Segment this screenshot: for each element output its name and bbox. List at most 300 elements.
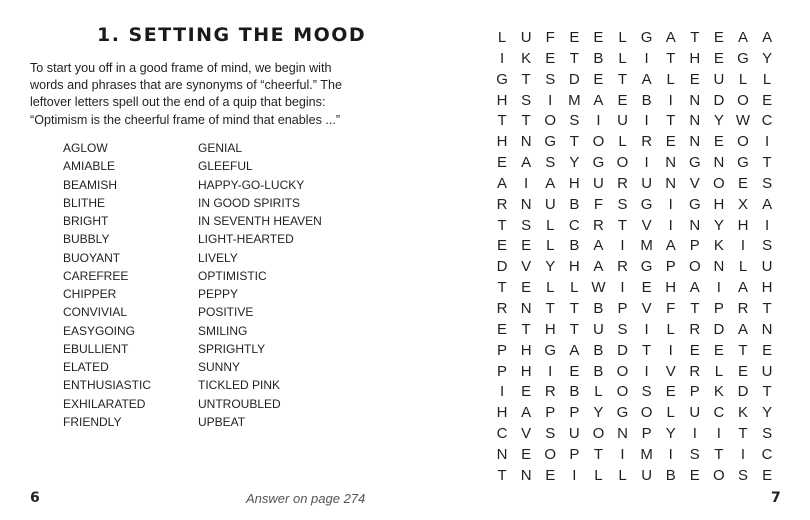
grid-letter: I xyxy=(499,383,505,401)
grid-letter: A xyxy=(593,237,604,255)
grid-letter: H xyxy=(689,49,701,67)
grid-letter: T xyxy=(569,320,579,338)
grid-letter: N xyxy=(761,320,773,338)
grid-letter: E xyxy=(521,445,532,463)
grid-letter: V xyxy=(641,216,652,234)
grid-letter: A xyxy=(665,237,676,255)
word-list-item: BUOYANT xyxy=(63,250,121,265)
grid-letter: I xyxy=(644,49,649,67)
grid-letter: G xyxy=(640,195,653,213)
grid-letter: O xyxy=(544,112,557,130)
grid-letter: G xyxy=(544,133,557,151)
grid-letter: T xyxy=(690,299,700,317)
grid-letter: U xyxy=(761,362,773,380)
word-list-item: BRIGHT xyxy=(63,214,109,228)
grid-letter: E xyxy=(569,29,580,46)
grid-letter: T xyxy=(569,133,579,151)
grid-letter: K xyxy=(713,383,724,401)
grid-letter: L xyxy=(666,70,675,88)
grid-letter: L xyxy=(618,29,627,46)
grid-letter: A xyxy=(521,404,532,422)
grid-letter: I xyxy=(620,237,625,255)
grid-letter: U xyxy=(641,174,653,192)
grid-letter: O xyxy=(544,445,557,463)
grid-letter: S xyxy=(617,320,628,338)
grid-letter: H xyxy=(496,133,508,151)
grid-letter: E xyxy=(737,362,748,380)
grid-letter: S xyxy=(521,216,532,234)
grid-letter: P xyxy=(641,425,652,443)
word-list-item: UPBEAT xyxy=(198,414,246,429)
grid-letter: I xyxy=(716,279,721,297)
grid-letter: D xyxy=(713,91,725,109)
grid-letter: E xyxy=(689,341,700,359)
puzzle-instructions: To start you off in a good frame of mind, we begin with words and phrases that are synonyms of “cheerful.” The leftover letters spell out the end of a quip that begins: “Optimism is the cheerful frame of mind that enables ...” xyxy=(30,61,342,127)
grid-letter: O xyxy=(592,425,605,443)
grid-letter: I xyxy=(524,174,529,192)
word-list-item: SPRIGHTLY xyxy=(198,341,266,356)
grid-letter: H xyxy=(568,174,580,192)
grid-letter: I xyxy=(764,216,770,234)
grid-letter: T xyxy=(762,383,772,401)
grid-letter: I xyxy=(620,279,625,297)
word-list-item: UNTROUBLED xyxy=(198,396,281,411)
grid-letter: T xyxy=(690,29,700,46)
grid-letter: D xyxy=(713,320,725,338)
grid-letter: S xyxy=(762,425,773,443)
grid-letter: E xyxy=(521,279,532,297)
grid-letter: T xyxy=(497,466,507,484)
word-list-item: SMILING xyxy=(198,323,248,338)
grid-letter: A xyxy=(689,279,700,297)
grid-letter: E xyxy=(593,29,604,46)
word-list-item: GENIAL xyxy=(198,141,243,155)
grid-letter: I xyxy=(740,445,746,463)
grid-letter: Y xyxy=(665,425,676,443)
grid-letter: D xyxy=(617,341,628,359)
grid-letter: B xyxy=(569,237,580,255)
grid-letter: A xyxy=(737,320,748,338)
grid-letter: R xyxy=(641,133,653,151)
word-list-item: AMIABLE xyxy=(63,159,116,174)
grid-letter: G xyxy=(737,154,749,172)
grid-letter: O xyxy=(616,362,629,380)
grid-letter: B xyxy=(593,299,604,317)
grid-letter: G xyxy=(496,70,508,88)
grid-letter: O xyxy=(592,133,605,151)
grid-letter: M xyxy=(640,445,653,463)
grid-letter: S xyxy=(689,445,700,463)
grid-letter: L xyxy=(666,320,675,338)
grid-letter: S xyxy=(762,237,773,255)
grid-letter: E xyxy=(569,362,580,380)
grid-letter: K xyxy=(737,404,748,422)
grid-letter: L xyxy=(618,49,627,67)
grid-letter: E xyxy=(521,237,532,255)
grid-letter: Y xyxy=(762,404,773,422)
grid-letter: I xyxy=(668,445,673,463)
word-list-item: LIVELY xyxy=(198,250,238,265)
grid-letter: E xyxy=(545,49,556,67)
grid-letter: T xyxy=(714,445,724,463)
grid-letter: U xyxy=(761,258,773,276)
grid-letter: I xyxy=(548,362,553,380)
grid-letter: I xyxy=(644,320,649,338)
grid-letter: N xyxy=(665,154,677,172)
grid-letter: Y xyxy=(713,216,724,234)
grid-letter: B xyxy=(593,362,604,380)
grid-letter: E xyxy=(689,466,700,484)
grid-letter: T xyxy=(666,49,676,67)
grid-letter: A xyxy=(737,29,748,46)
grid-letter: B xyxy=(569,383,580,401)
grid-letter: E xyxy=(737,174,748,192)
grid-letter: N xyxy=(617,425,628,443)
grid-letter: N xyxy=(520,466,532,484)
grid-letter: C xyxy=(496,425,508,443)
grid-letter: P xyxy=(713,299,724,317)
grid-letter: T xyxy=(521,70,531,88)
grid-letter: E xyxy=(545,466,556,484)
grid-letter: N xyxy=(689,91,701,109)
grid-letter: E xyxy=(497,320,508,338)
grid-letter: K xyxy=(713,237,724,255)
word-list-item: SUNNY xyxy=(198,360,241,374)
grid-letter: H xyxy=(568,258,580,276)
grid-letter: T xyxy=(497,112,507,130)
grid-letter: S xyxy=(521,91,532,109)
grid-letter: O xyxy=(616,154,629,172)
grid-letter: L xyxy=(546,279,555,297)
grid-letter: I xyxy=(620,445,625,463)
grid-letter: N xyxy=(520,299,532,317)
grid-letter: T xyxy=(762,299,772,317)
grid-letter: L xyxy=(594,383,603,401)
grid-letter: V xyxy=(521,258,532,276)
answer-reference: Answer on page 274 xyxy=(246,491,366,506)
grid-letter: C xyxy=(713,404,725,422)
grid-letter: I xyxy=(548,91,553,109)
grid-letter: T xyxy=(738,425,748,443)
grid-letter: V xyxy=(689,174,700,192)
grid-letter: T xyxy=(666,112,676,130)
grid-letter: V xyxy=(641,299,652,317)
grid-letter: R xyxy=(544,383,556,401)
grid-letter: P xyxy=(497,341,508,359)
word-list-item: EXHILARATED xyxy=(63,396,146,411)
right-page xyxy=(405,0,810,520)
grid-letter: P xyxy=(617,299,628,317)
grid-letter: Y xyxy=(593,404,604,422)
grid-letter: A xyxy=(762,195,773,213)
grid-letter: N xyxy=(665,174,677,192)
grid-letter: S xyxy=(545,154,556,172)
grid-letter: A xyxy=(593,258,604,276)
grid-letter: W xyxy=(735,112,751,130)
grid-letter: R xyxy=(737,299,749,317)
grid-letter: L xyxy=(714,362,724,380)
page-number-left: 6 xyxy=(30,490,40,506)
grid-letter: T xyxy=(545,299,555,317)
grid-letter: N xyxy=(520,133,532,151)
grid-letter: L xyxy=(618,466,627,484)
grid-letter: N xyxy=(689,133,701,151)
grid-letter: E xyxy=(497,154,508,172)
grid-letter: G xyxy=(592,154,605,172)
grid-letter: P xyxy=(545,404,556,422)
grid-letter: R xyxy=(617,258,628,276)
grid-letter: L xyxy=(618,133,627,151)
grid-letter: O xyxy=(616,383,629,401)
grid-letter: E xyxy=(497,237,508,255)
grid-letter: B xyxy=(665,466,676,484)
grid-letter: H xyxy=(544,320,556,338)
grid-letter: O xyxy=(737,133,749,151)
grid-letter: R xyxy=(593,216,604,234)
word-list-item: HAPPY-GO-LUCKY xyxy=(198,177,305,192)
grid-letter: R xyxy=(496,195,508,213)
grid-letter: I xyxy=(644,362,649,380)
grid-letter: E xyxy=(641,279,652,297)
grid-letter: H xyxy=(520,362,532,380)
grid-letter: V xyxy=(521,425,532,443)
grid-letter: R xyxy=(689,362,701,380)
grid-letter: P xyxy=(569,404,580,422)
grid-letter: E xyxy=(762,91,773,109)
grid-letter: E xyxy=(762,341,773,359)
grid-letter: O xyxy=(737,91,749,109)
grid-letter: N xyxy=(689,216,701,234)
grid-letter: U xyxy=(593,320,604,338)
grid-letter: C xyxy=(761,112,773,130)
grid-letter: L xyxy=(497,29,507,46)
grid-letter: T xyxy=(569,299,579,317)
grid-letter: U xyxy=(593,174,604,192)
grid-letter: M xyxy=(568,91,581,109)
grid-letter: S xyxy=(737,466,748,484)
grid-letter: Y xyxy=(713,112,724,130)
grid-letter: E xyxy=(762,466,773,484)
grid-letter: H xyxy=(761,279,773,297)
word-list-item: POSITIVE xyxy=(198,305,254,320)
grid-letter: F xyxy=(666,299,676,317)
grid-letter: A xyxy=(762,29,773,46)
grid-letter: C xyxy=(761,445,773,463)
word-search-grid xyxy=(490,28,779,487)
word-list-item: BEAMISH xyxy=(63,177,118,192)
grid-letter: L xyxy=(738,70,748,88)
grid-letter: D xyxy=(568,70,580,88)
grid-letter: O xyxy=(713,174,725,192)
grid-letter: N xyxy=(713,258,725,276)
grid-letter: O xyxy=(713,466,725,484)
word-list-item: ELATED xyxy=(63,360,109,374)
grid-letter: B xyxy=(593,341,604,359)
grid-letter: I xyxy=(668,216,673,234)
grid-letter: W xyxy=(591,279,606,297)
grid-letter: B xyxy=(569,195,580,213)
grid-letter: D xyxy=(737,383,749,401)
grid-letter: U xyxy=(689,404,701,422)
grid-letter: U xyxy=(544,195,556,213)
grid-letter: P xyxy=(689,237,700,255)
grid-letter: T xyxy=(521,112,531,130)
grid-letter: B xyxy=(593,49,604,67)
grid-letter: I xyxy=(499,49,505,67)
grid-letter: C xyxy=(568,216,580,234)
grid-letter: O xyxy=(688,258,701,276)
word-list-item: IN SEVENTH HEAVEN xyxy=(198,214,322,228)
word-list-item: AGLOW xyxy=(63,141,108,155)
grid-letter: X xyxy=(737,195,748,213)
grid-letter: E xyxy=(665,383,676,401)
grid-letter: H xyxy=(496,404,508,422)
grid-letter: T xyxy=(762,154,772,172)
word-list-item: CAREFREE xyxy=(63,268,129,283)
grid-letter: G xyxy=(688,154,701,172)
grid-letter: Y xyxy=(762,49,773,67)
grid-letter: E xyxy=(713,133,724,151)
grid-letter: E xyxy=(593,70,604,88)
puzzle-title: 1. SETTING THE MOOD xyxy=(97,24,367,46)
grid-letter: S xyxy=(617,195,628,213)
grid-letter: P xyxy=(665,258,676,276)
grid-letter: U xyxy=(568,425,580,443)
word-list-item: CHIPPER xyxy=(63,287,117,301)
word-list-column-2 xyxy=(198,139,322,431)
grid-letter: I xyxy=(668,91,673,109)
grid-letter: N xyxy=(713,154,725,172)
word-list-item: LIGHT-HEARTED xyxy=(198,232,294,247)
grid-letter: A xyxy=(497,174,508,192)
grid-letter: B xyxy=(641,91,652,109)
grid-letter: M xyxy=(640,237,653,255)
grid-letter: I xyxy=(716,425,721,443)
grid-letter: A xyxy=(593,91,604,109)
grid-letter: E xyxy=(521,383,532,401)
grid-letter: V xyxy=(665,362,676,380)
grid-letter: K xyxy=(521,49,532,67)
grid-letter: I xyxy=(764,133,770,151)
word-list-item: TICKLED PINK xyxy=(198,378,281,393)
grid-letter: S xyxy=(762,174,773,192)
grid-letter: U xyxy=(617,112,628,130)
grid-letter: I xyxy=(740,237,746,255)
grid-letter: T xyxy=(569,49,579,67)
grid-letter: G xyxy=(688,195,701,213)
grid-letter: E xyxy=(617,91,628,109)
grid-letter: O xyxy=(640,404,653,422)
word-list-item: ENTHUSIASTIC xyxy=(63,378,152,393)
grid-letter: Y xyxy=(569,154,580,172)
grid-letter: L xyxy=(546,216,555,234)
grid-letter: I xyxy=(644,112,649,130)
grid-letter: T xyxy=(738,341,748,359)
grid-letter: S xyxy=(569,112,580,130)
grid-letter: E xyxy=(713,341,724,359)
grid-letter: A xyxy=(569,341,580,359)
grid-letter: P xyxy=(689,383,700,401)
grid-letter: L xyxy=(666,404,675,422)
word-list-item: OPTIMISTIC xyxy=(198,268,267,283)
grid-letter: N xyxy=(520,195,532,213)
grid-letter: H xyxy=(496,91,508,109)
grid-letter: R xyxy=(689,320,701,338)
grid-letter: I xyxy=(596,112,601,130)
grid-letter: G xyxy=(616,404,629,422)
grid-letter: H xyxy=(737,216,749,234)
grid-letter: F xyxy=(545,29,555,46)
grid-letter: E xyxy=(713,49,724,67)
word-list-item: CONVIVIAL xyxy=(63,305,128,320)
grid-letter: T xyxy=(593,445,603,463)
grid-letter: L xyxy=(570,279,579,297)
grid-letter: I xyxy=(692,425,697,443)
grid-letter: D xyxy=(496,258,508,276)
grid-letter: T xyxy=(617,216,628,234)
grid-letter: T xyxy=(521,320,531,338)
grid-letter: P xyxy=(569,445,580,463)
grid-letter: L xyxy=(762,70,772,88)
grid-letter: A xyxy=(665,29,676,46)
grid-letter: G xyxy=(640,258,653,276)
grid-letter: U xyxy=(713,70,725,88)
word-list-item: BLITHE xyxy=(63,195,106,210)
word-list-item: FRIENDLY xyxy=(63,414,122,429)
grid-letter: E xyxy=(713,29,724,46)
word-list-item: BUBBLY xyxy=(63,232,110,247)
grid-letter: A xyxy=(641,70,652,88)
grid-letter: Y xyxy=(545,258,556,276)
grid-letter: R xyxy=(496,299,508,317)
grid-letter: L xyxy=(738,258,748,276)
grid-letter: L xyxy=(546,237,555,255)
grid-letter: I xyxy=(572,466,577,484)
grid-letter: P xyxy=(497,362,508,380)
grid-letter: A xyxy=(521,154,532,172)
grid-letter: G xyxy=(737,49,749,67)
grid-letter: I xyxy=(668,341,673,359)
grid-letter: L xyxy=(594,466,603,484)
grid-letter: H xyxy=(520,341,532,359)
grid-letter: R xyxy=(617,174,628,192)
grid-letter: A xyxy=(545,174,556,192)
grid-letter: H xyxy=(713,195,725,213)
word-list-item: EBULLIENT xyxy=(63,341,129,356)
grid-letter: E xyxy=(665,133,676,151)
grid-letter: S xyxy=(641,383,652,401)
grid-letter: U xyxy=(641,466,653,484)
word-list-item: PEPPY xyxy=(198,287,239,301)
grid-letter: S xyxy=(545,425,556,443)
grid-letter: G xyxy=(544,341,557,359)
grid-letter: I xyxy=(644,154,649,172)
grid-letter: G xyxy=(640,29,653,46)
page-number-right: 7 xyxy=(771,490,781,506)
grid-letter: T xyxy=(497,216,507,234)
grid-letter: A xyxy=(737,279,748,297)
word-list-column-1 xyxy=(63,139,151,431)
grid-letter: S xyxy=(545,70,556,88)
grid-letter: F xyxy=(593,195,603,213)
grid-letter: N xyxy=(689,112,701,130)
grid-letter: T xyxy=(617,70,628,88)
grid-letter: E xyxy=(689,70,700,88)
grid-letter: I xyxy=(668,195,673,213)
grid-letter: T xyxy=(642,341,652,359)
grid-letter: N xyxy=(496,445,508,463)
word-list-item: GLEEFUL xyxy=(198,159,253,174)
